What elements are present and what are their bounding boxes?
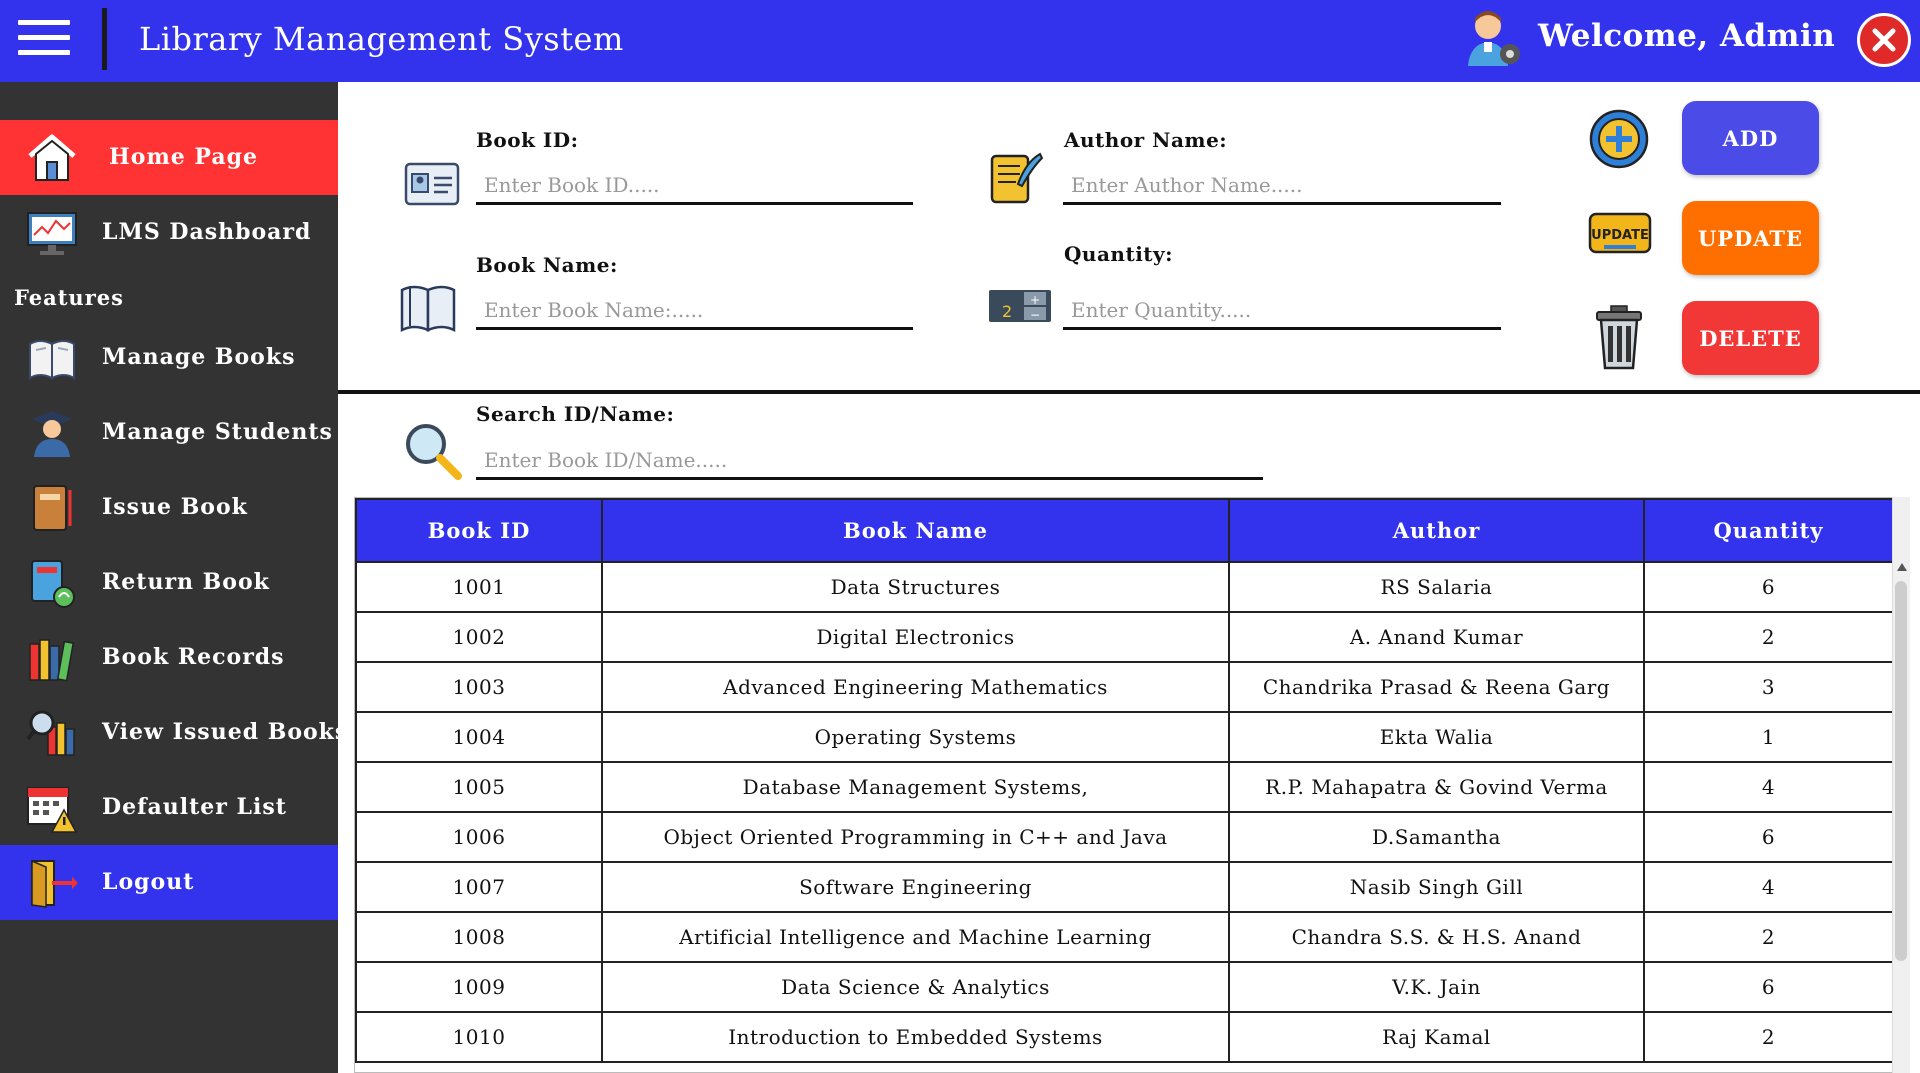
cell-author: Chandrika Prasad & Reena Garg <box>1229 662 1644 712</box>
table-row[interactable] <box>356 562 1893 612</box>
scroll-quill-icon <box>986 148 1046 208</box>
view-issued-icon <box>26 707 78 759</box>
sidebar-item-label: Return Book <box>102 569 270 595</box>
books-shelf-icon <box>26 632 78 684</box>
cell-quantity: 2 <box>1644 1012 1893 1062</box>
column-header-book-id[interactable]: Book ID <box>356 499 602 562</box>
sidebar-item-view-issued-books[interactable] <box>0 695 349 770</box>
table-row[interactable] <box>356 962 1893 1012</box>
cell-book-name: Data Structures <box>602 562 1229 612</box>
sidebar-item-label: Home Page <box>109 144 258 170</box>
quantity-minus: − <box>1030 308 1041 322</box>
table-row[interactable] <box>356 912 1893 962</box>
logout-icon <box>26 857 78 909</box>
section-divider <box>338 390 1920 394</box>
sidebar-item-label: Defaulter List <box>102 794 287 820</box>
cell-author: Ekta Walia <box>1229 712 1644 762</box>
cell-book-name: Advanced Engineering Mathematics <box>602 662 1229 712</box>
cell-book-name: Database Management Systems, <box>602 762 1229 812</box>
sidebar-item-home-page[interactable] <box>0 120 338 195</box>
cell-author: A. Anand Kumar <box>1229 612 1644 662</box>
top-bar <box>0 0 1920 82</box>
search-input[interactable] <box>476 442 1263 480</box>
delete-button[interactable]: DELETE <box>1682 301 1819 375</box>
cell-author: RS Salaria <box>1229 562 1644 612</box>
table-scrollbar[interactable] <box>1892 497 1910 1073</box>
table-row[interactable] <box>356 712 1893 762</box>
sidebar-item-logout[interactable] <box>0 845 338 920</box>
cell-book-id: 1003 <box>356 662 602 712</box>
sidebar-item-return-book[interactable] <box>0 545 338 620</box>
search-label: Search ID/Name: <box>476 402 675 426</box>
cell-quantity: 2 <box>1644 612 1893 662</box>
column-header-quantity[interactable]: Quantity <box>1644 499 1893 562</box>
table-row[interactable] <box>356 662 1893 712</box>
cell-book-name: Object Oriented Programming in C++ and Java <box>602 812 1229 862</box>
quantity-label: Quantity: <box>1064 242 1174 266</box>
table-header <box>356 499 1893 562</box>
book-icon <box>26 332 78 384</box>
close-button[interactable] <box>1857 13 1911 67</box>
issue-book-icon <box>26 482 78 534</box>
cell-book-name: Software Engineering <box>602 862 1229 912</box>
return-book-icon <box>26 557 78 609</box>
sidebar-item-label: View Issued Books <box>102 719 349 745</box>
update-badge-text: UPDATE <box>1591 228 1649 243</box>
cell-author: V.K. Jain <box>1229 962 1644 1012</box>
cell-book-name: Data Science & Analytics <box>602 962 1229 1012</box>
cell-quantity: 6 <box>1644 812 1893 862</box>
column-header-book-name[interactable]: Book Name <box>602 499 1229 562</box>
author-name-label: Author Name: <box>1064 128 1228 152</box>
quantity-input[interactable] <box>1063 292 1501 330</box>
cell-quantity: 6 <box>1644 962 1893 1012</box>
cell-quantity: 2 <box>1644 912 1893 962</box>
table-row[interactable] <box>356 862 1893 912</box>
student-icon <box>26 407 78 459</box>
calendar-warning-icon <box>26 782 78 834</box>
welcome-text: Welcome, Admin <box>1538 18 1836 54</box>
cell-book-id: 1007 <box>356 862 602 912</box>
book-name-input[interactable] <box>476 292 913 330</box>
sidebar-item-manage-students[interactable] <box>0 395 338 470</box>
cell-book-id: 1008 <box>356 912 602 962</box>
quantity-stepper-icon <box>988 280 1052 330</box>
cell-author: D.Samantha <box>1229 812 1644 862</box>
cell-book-name: Artificial Intelligence and Machine Learning <box>602 912 1229 962</box>
admin-avatar-icon <box>1462 6 1526 70</box>
app-title: Library Management System <box>139 20 624 58</box>
author-name-input[interactable] <box>1063 167 1501 205</box>
sidebar-item-label: Manage Books <box>102 344 296 370</box>
trash-icon <box>1591 304 1647 370</box>
add-circle-icon <box>1588 108 1650 170</box>
search-icon <box>400 418 466 484</box>
book-id-input[interactable] <box>476 167 913 205</box>
book-name-label: Book Name: <box>476 253 618 277</box>
sidebar-item-book-records[interactable] <box>0 620 338 695</box>
cell-author: Raj Kamal <box>1229 1012 1644 1062</box>
add-button[interactable]: ADD <box>1682 101 1819 175</box>
scroll-up-arrow-icon[interactable] <box>1897 563 1907 571</box>
update-badge-icon <box>1588 210 1652 258</box>
cell-author: R.P. Mahapatra & Govind Verma <box>1229 762 1644 812</box>
cell-book-name: Introduction to Embedded Systems <box>602 1012 1229 1062</box>
cell-quantity: 6 <box>1644 562 1893 612</box>
cell-quantity: 4 <box>1644 862 1893 912</box>
home-icon <box>26 132 78 184</box>
cell-book-name: Operating Systems <box>602 712 1229 762</box>
update-button[interactable]: UPDATE <box>1682 201 1819 275</box>
sidebar-item-lms-dashboard[interactable] <box>0 195 338 270</box>
close-icon <box>1869 25 1899 55</box>
sidebar-item-label: Logout <box>102 869 195 895</box>
cell-book-id: 1004 <box>356 712 602 762</box>
features-heading: Features <box>14 285 124 310</box>
sidebar-item-label: Manage Students <box>102 419 333 445</box>
dashboard-icon <box>26 207 78 259</box>
cell-quantity: 4 <box>1644 762 1893 812</box>
sidebar-item-manage-books[interactable] <box>0 320 338 395</box>
cell-quantity: 3 <box>1644 662 1893 712</box>
quantity-plus: + <box>1030 293 1041 307</box>
cell-book-id: 1010 <box>356 1012 602 1062</box>
sidebar-item-label: Issue Book <box>102 494 248 520</box>
cell-quantity: 1 <box>1644 712 1893 762</box>
cell-book-id: 1002 <box>356 612 602 662</box>
sidebar-item-label: LMS Dashboard <box>102 219 312 245</box>
book-id-label: Book ID: <box>476 128 579 152</box>
sidebar <box>0 82 349 1073</box>
cell-book-name: Digital Electronics <box>602 612 1229 662</box>
open-book-icon <box>398 276 458 336</box>
sidebar-item-label: Book Records <box>102 644 285 670</box>
cell-book-id: 1006 <box>356 812 602 862</box>
column-header-author[interactable]: Author <box>1229 499 1644 562</box>
header-divider <box>102 8 107 70</box>
quantity-digit: 2 <box>1002 302 1013 321</box>
cell-author: Nasib Singh Gill <box>1229 862 1644 912</box>
cell-author: Chandra S.S. & H.S. Anand <box>1229 912 1644 962</box>
cell-book-id: 1005 <box>356 762 602 812</box>
sidebar-item-issue-book[interactable] <box>0 470 338 545</box>
cell-book-id: 1001 <box>356 562 602 612</box>
table-row[interactable] <box>356 762 1893 812</box>
id-card-icon <box>402 152 462 212</box>
sidebar-item-defaulter-list[interactable] <box>0 770 338 845</box>
table-row[interactable] <box>356 612 1893 662</box>
cell-book-id: 1009 <box>356 962 602 1012</box>
scroll-thumb[interactable] <box>1895 581 1907 961</box>
table-row[interactable] <box>356 1012 1893 1062</box>
menu-icon[interactable] <box>18 20 70 60</box>
table-row[interactable] <box>356 812 1893 862</box>
books-table <box>354 497 1910 1073</box>
